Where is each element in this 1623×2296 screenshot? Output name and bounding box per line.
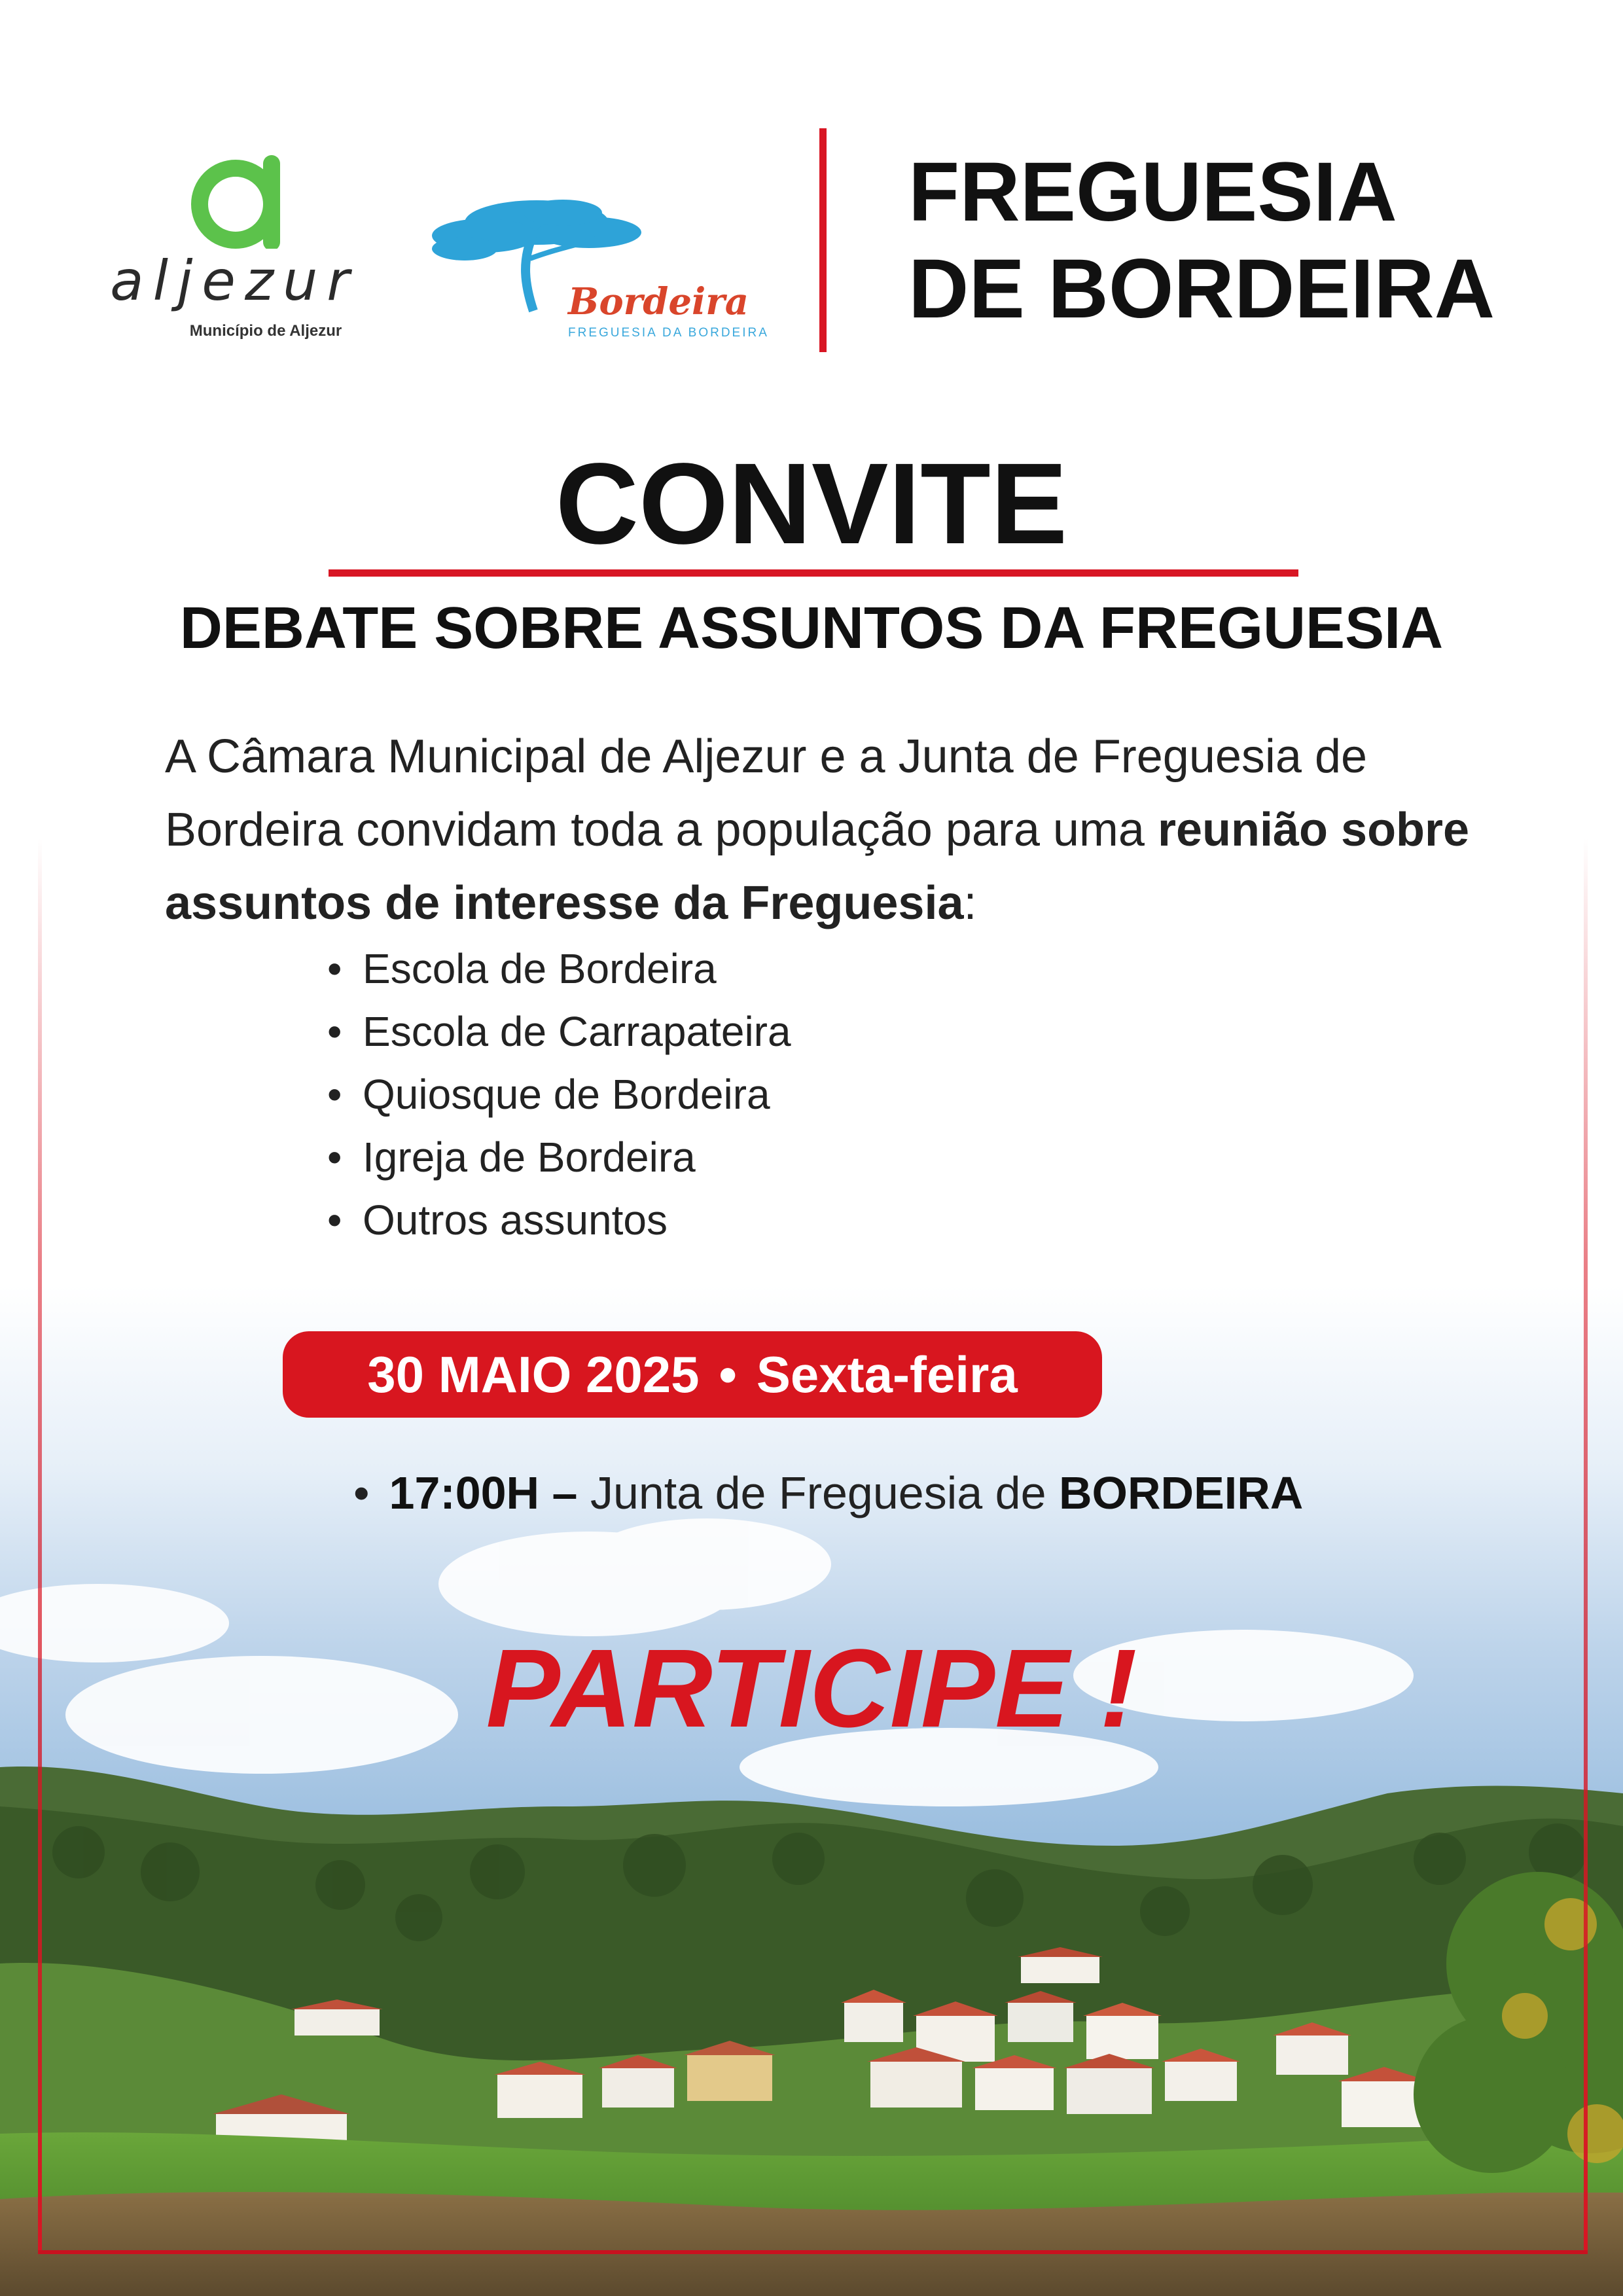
- header-divider: [819, 128, 827, 352]
- topic-item: • Igreja de Bordeira: [327, 1126, 791, 1189]
- meeting-time: 17:00H –: [389, 1467, 578, 1518]
- header-title-line-2: DE BORDEIRA: [908, 242, 1495, 336]
- topic-item: • Escola de Carrapateira: [327, 1000, 791, 1063]
- invitation-title: CONVITE: [555, 440, 1068, 568]
- aljezur-wordmark: aljezur: [110, 249, 359, 313]
- meeting-details: [353, 1457, 1303, 1529]
- date-badge: [283, 1331, 1102, 1418]
- frame-right-edge: [1584, 838, 1588, 2254]
- frame-left-edge: [38, 838, 42, 2254]
- header-title: [908, 144, 1495, 338]
- event-weekday: Sexta-feira: [756, 1346, 1018, 1403]
- meeting-place: Junta de Freguesia de: [590, 1467, 1046, 1518]
- topic-item: • Outros assuntos: [327, 1189, 791, 1251]
- event-date: 30 MAIO 2025: [367, 1346, 700, 1403]
- call-to-action: PARTICIPE !: [486, 1626, 1137, 1751]
- intro-paragraph: [165, 720, 1480, 940]
- topic-item: • Quiosque de Bordeira: [327, 1063, 791, 1126]
- intro-bold-text: reunião sobre assuntos de interesse da Freguesia: [165, 804, 1470, 929]
- date-separator: •: [719, 1346, 737, 1403]
- meeting-bullet: •: [353, 1467, 370, 1518]
- aljezur-a-mark-icon: [177, 151, 308, 249]
- debate-subtitle: DEBATE SOBRE ASSUNTOS DA FREGUESIA: [179, 596, 1444, 661]
- meeting-place-name: BORDEIRA: [1058, 1467, 1304, 1518]
- bordeira-logo: [425, 196, 779, 353]
- header-title-line-1: FREGUESIA: [908, 145, 1397, 239]
- intro-text: A Câmara Municipal de Aljezur e a Junta de Freguesia de Bordeira convidam toda a população para uma: [165, 730, 1368, 856]
- bordeira-wordmark: Bordeira: [568, 280, 749, 323]
- topic-list: [327, 937, 791, 1251]
- aljezur-subtitle: Município de Aljezur: [189, 322, 342, 340]
- bordeira-subtitle: FREGUESIA DA BORDEIRA: [568, 326, 769, 340]
- topic-item: • Escola de Bordeira: [327, 937, 791, 1000]
- intro-end: :: [963, 877, 977, 929]
- aljezur-logo: [98, 151, 360, 347]
- frame-bottom-edge: [38, 2250, 1588, 2254]
- title-underline: [329, 569, 1298, 577]
